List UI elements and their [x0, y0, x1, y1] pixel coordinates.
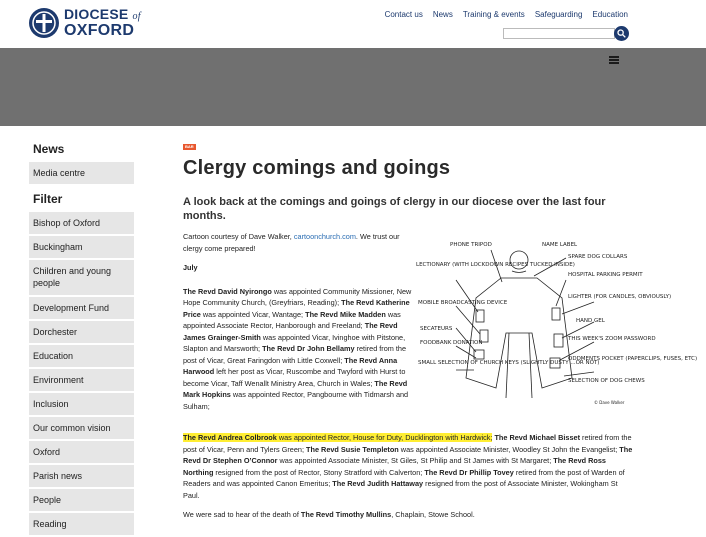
entry-text: was appointed Associate Minister, Woodley St John the Evangelist; [398, 444, 620, 454]
clergy-cartoon [416, 238, 698, 408]
sidebar-item-common-vision[interactable]: Our common vision [29, 417, 134, 439]
sidebar-item-inclusion[interactable]: Inclusion [29, 393, 134, 415]
sidebar-item-bishop[interactable]: Bishop of Oxford [29, 212, 134, 234]
entry-name: The Revd Dr Stephen O’Connor [183, 444, 633, 465]
site-header [0, 0, 706, 48]
entry-text: retired from the post of Vicar, Penn and Tylers Green; [183, 433, 632, 454]
entry-text: resigned from the post of Rector, Stony Stratford with Calverton; [213, 467, 425, 477]
logo-line1: DIOCESE [64, 6, 129, 22]
death-suffix: , Chaplain, Stowe School. [391, 510, 475, 519]
sidebar-item-reading[interactable]: Reading [29, 513, 134, 535]
cartoon-label: MOBILE BROADCASTING DEVICE [418, 300, 508, 306]
cartoon-label: SECATEURS [420, 326, 453, 332]
cartoon-label: NAME LABEL [542, 242, 578, 248]
cartoon-label: SPARE DOG COLLARS [568, 254, 628, 260]
entry-name: The Revd Mike Madden [305, 309, 386, 319]
nav-education[interactable]: Education [592, 10, 628, 19]
entry-text: retired from the post of Warden of Readers and was appointed Canon Emeritus; [183, 467, 625, 488]
entry-text: resigned from the post of Associate Minister, Wokingham St Paul. [183, 479, 618, 500]
cartoon-label: FOODBANK DONATION [420, 340, 483, 346]
entry-name: The Revd James Grainger-Smith [183, 321, 398, 342]
category-badge: BAR [185, 144, 194, 149]
entry-name: The Revd Susie Templeton [306, 444, 399, 454]
article-intro: A look back at the comings and goings of clergy in our diocese over the last four months. [183, 196, 606, 222]
sidebar-item-environment[interactable]: Environment [29, 369, 134, 391]
death-notice [183, 509, 633, 521]
entry-name: The Revd Katherine Price [183, 298, 410, 319]
entry-text: was appointed Community Missioner, New Hope Community Church, (Greyfriars, Reading); [183, 286, 412, 307]
search-button[interactable] [614, 26, 629, 41]
logo-line2: OXFORD [64, 22, 135, 39]
entry-name: The Revd Anna Harwood [183, 355, 398, 376]
top-nav [385, 10, 628, 19]
july-entries [183, 286, 413, 413]
sidebar [29, 140, 134, 537]
sidebar-news-heading[interactable]: News [33, 142, 65, 156]
entry-name: The Revd Dr Phillip Tovey [424, 467, 514, 477]
entry-text: was appointed Associate Minister, St Giles, St Philip and St James with St Margaret; [277, 456, 554, 465]
nav-safeguarding[interactable]: Safeguarding [534, 10, 583, 19]
sidebar-item-education[interactable]: Education [29, 345, 134, 367]
entry-name: The Revd Michael Bisset [494, 433, 581, 442]
menu-icon[interactable] [609, 56, 619, 64]
cartoon-label: LIGHTER (FOR CANDLES, OBVIOUSLY) [568, 294, 672, 300]
cartoon-signature: © Dave Walker [594, 400, 625, 405]
death-name: The Revd Timothy Mullins [300, 510, 392, 519]
entry-text: retired from the post of Vicar, Great Faringdon with Little Coxwell; [183, 344, 407, 365]
cartoon-label: HOSPITAL PARKING PERMIT [568, 272, 643, 278]
entry-text: left her post as Vicar, Ruscombe and Twyford with Hurst to become Vicar, Taff Wenallt Ministry Area, Church in Wales; [183, 367, 406, 388]
entry-name: The Revd David Nyirongo [183, 286, 272, 296]
entry-text: was appointed Rector, House for Duty, Ducklington with Hardwick; [276, 433, 493, 442]
highlighted-entry [183, 433, 492, 442]
cartoon-label: SMALL SELECTION OF CHURCH KEYS (SLIGHTLY DUSTY ...OR NOT) [418, 360, 600, 366]
nav-news[interactable]: News [432, 10, 453, 19]
entry-name: The Revd Judith Hattaway [332, 479, 424, 488]
entry-text: was appointed Vicar, Wantage; [200, 309, 306, 319]
entry-text: was appointed Rector, Pangbourne with Tidmarsh and Sulham; [183, 390, 409, 411]
entry-name: The Revd Dr John Bellamy [262, 344, 355, 353]
entry-text: was appointed Vicar, Ivinghoe with Pitstone, Slapton and Marsworth; [183, 332, 406, 353]
nav-contact[interactable]: Contact us [384, 10, 423, 19]
cartoonchurch-link[interactable]: cartoonchurch.com [293, 232, 356, 241]
cartoon-label: SELECTION OF DOG CHEWS [568, 378, 645, 384]
hero-band [0, 48, 706, 126]
cartoon-label: LECTIONARY (WITH LOCKDOWN RECIPES TUCKED INSIDE) [416, 262, 575, 268]
article-column [183, 231, 413, 420]
sidebar-filter-heading: Filter [33, 192, 63, 206]
cartoon-label: PHONE TRIPOD [450, 242, 492, 248]
sidebar-item-people[interactable]: People [29, 489, 134, 511]
entry-text: was appointed Associate Rector, Hanborough and Freeland; [183, 309, 401, 330]
search-input[interactable] [503, 28, 615, 39]
article-continued [183, 432, 633, 529]
cartoon-label: THIS WEEK'S ZOOM PASSWORD [568, 336, 656, 342]
death-prefix: We were sad to hear of the death of [183, 510, 301, 519]
sidebar-item-development[interactable]: Development Fund [29, 297, 134, 319]
sidebar-item-children[interactable]: Children and young people [29, 260, 134, 295]
entry-name: The Revd Mark Hopkins [183, 378, 408, 399]
sidebar-item-buckingham[interactable]: Buckingham [29, 236, 134, 258]
cartoon-label: ODDMENTS POCKET (PAPERCLIPS, FUSES, ETC) [568, 356, 698, 362]
credit-prefix: Cartoon courtesy of Dave Walker, [183, 232, 294, 241]
diocese-logo[interactable] [29, 7, 141, 38]
month-heading: July [183, 263, 198, 272]
logo-of: of [132, 11, 141, 22]
sidebar-item-parish-news[interactable]: Parish news [29, 465, 134, 487]
search-icon [617, 29, 626, 38]
entry-name: The Revd Ross Northing [183, 456, 606, 477]
sidebar-item-media-centre[interactable]: Media centre [29, 162, 134, 184]
page-title: Clergy comings and goings [183, 157, 451, 179]
sidebar-item-oxford[interactable]: Oxford [29, 441, 134, 463]
cartoon-label: HAND GEL [576, 318, 605, 324]
diocese-crest-icon [29, 8, 59, 38]
entry-name: The Revd Andrea Colbrook [183, 433, 277, 442]
credit-suffix: . We trust our clergy come prepared! [183, 232, 400, 253]
cartoon-credit [183, 231, 413, 254]
sidebar-item-dorchester[interactable]: Dorchester [29, 321, 134, 343]
nav-training[interactable]: Training & events [462, 10, 525, 19]
